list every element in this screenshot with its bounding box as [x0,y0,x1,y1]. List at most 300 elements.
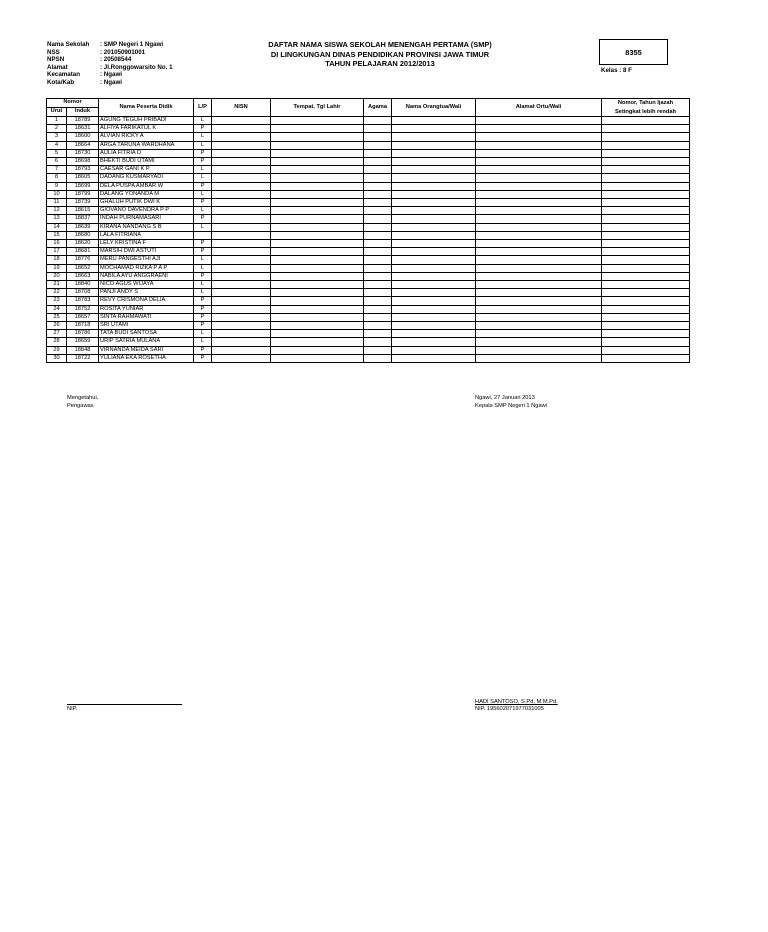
cell-ijazah [602,133,690,141]
cell-ttl [271,338,364,346]
cell-nama: MERU PANGESTHI AJI [99,256,194,264]
cell-nisn [212,215,271,223]
cell-urut: 21 [47,281,67,289]
cell-urut: 1 [47,117,67,125]
cell-urut: 8 [47,174,67,182]
cell-agama [364,215,392,223]
cell-alamat [476,149,602,157]
cell-urut: 27 [47,330,67,338]
cell-lp: P [194,240,212,248]
cell-induk: 18699 [67,182,99,190]
cell-urut: 23 [47,297,67,305]
cell-alamat [476,322,602,330]
cell-urut: 29 [47,346,67,354]
info-value: : Ngawi [100,78,123,86]
cell-ttl [271,215,364,223]
cell-ttl [271,158,364,166]
cell-ttl [271,199,364,207]
cell-ttl [271,330,364,338]
cell-alamat [476,248,602,256]
header-nama: Nama Peserta Didik [99,99,194,117]
cell-urut: 25 [47,313,67,321]
cell-ttl [271,231,364,239]
cell-ttl [271,305,364,313]
info-value: : SMP Negeri 1 Ngawi [100,41,164,48]
cell-agama [364,313,392,321]
cell-alamat [476,264,602,272]
cell-induk: 18663 [67,272,99,280]
cell-alamat [476,256,602,264]
header-ttl: Tempat, Tgl Lahir [271,99,364,117]
cell-lp: P [194,346,212,354]
info-label: Alamat [47,63,68,71]
document-title [255,40,505,69]
cell-nama: GIOVANO DAVENDRA P P [99,207,194,215]
cell-ttl [271,133,364,141]
cell-ttl [271,149,364,157]
cell-induk: 18681 [67,248,99,256]
cell-ttl [271,240,364,248]
cell-induk: 18739 [67,199,99,207]
cell-agama [364,223,392,231]
header-lp: L/P [194,99,212,117]
cell-induk: 18793 [67,166,99,174]
table-row [47,199,690,207]
info-label: NSS [47,48,60,56]
cell-nama: GHALUH PUTIK DWI K [99,199,194,207]
cell-ijazah [602,346,690,354]
cell-nama: DELA PUSPA AMBAR W [99,182,194,190]
cell-ijazah [602,190,690,198]
header-agama: Agama [364,99,392,117]
info-label: NPSN [47,56,65,64]
cell-nisn [212,346,271,354]
cell-alamat [476,158,602,166]
cell-ttl [271,166,364,174]
cell-urut: 12 [47,207,67,215]
cell-ortu [392,174,476,182]
cell-ijazah [602,174,690,182]
cell-ijazah [602,338,690,346]
cell-induk: 18652 [67,264,99,272]
class-label: Kelas : 8 F [601,67,632,74]
table-row [47,149,690,157]
cell-induk: 18718 [67,322,99,330]
signer-nip: NIP. 195602071977031005 [475,706,544,712]
cell-ijazah [602,207,690,215]
cell-alamat [476,125,602,133]
cell-ijazah [602,272,690,280]
cell-lp: P [194,322,212,330]
cell-urut: 5 [47,149,67,157]
table-row [47,281,690,289]
class-code: 8355 [625,47,642,57]
cell-induk: 18680 [67,231,99,239]
cell-alamat [476,231,602,239]
cell-nisn [212,199,271,207]
cell-agama [364,305,392,313]
cell-agama [364,158,392,166]
cell-nisn [212,223,271,231]
info-row [47,79,173,87]
cell-ijazah [602,297,690,305]
cell-induk: 18722 [67,354,99,362]
cell-induk: 18730 [67,149,99,157]
cell-nisn [212,182,271,190]
cell-alamat [476,240,602,248]
cell-alamat [476,346,602,354]
header-alamat: Alamat Ortu/Wali [476,99,602,117]
footer-left [67,395,98,410]
cell-induk: 18783 [67,297,99,305]
table-row [47,330,690,338]
cell-ijazah [602,289,690,297]
cell-lp: P [194,305,212,313]
info-row [47,64,173,72]
cell-nama: REVY CRISMONA DELIA [99,297,194,305]
cell-induk: 18799 [67,190,99,198]
cell-lp: L [194,174,212,182]
cell-ttl [271,281,364,289]
cell-ortu [392,117,476,125]
cell-alamat [476,207,602,215]
cell-urut: 17 [47,248,67,256]
cell-nisn [212,313,271,321]
cell-nama: URIP SATRIA MULANA [99,338,194,346]
cell-ttl [271,297,364,305]
cell-ortu [392,330,476,338]
table-row [47,141,690,149]
cell-agama [364,190,392,198]
cell-urut: 3 [47,133,67,141]
cell-urut: 24 [47,305,67,313]
cell-ortu [392,190,476,198]
cell-induk: 18789 [67,117,99,125]
cell-urut: 15 [47,231,67,239]
cell-lp: P [194,354,212,362]
cell-ortu [392,166,476,174]
cell-ttl [271,354,364,362]
cell-lp: L [194,133,212,141]
cell-nama: DALANG YONANDA M [99,190,194,198]
cell-lp: P [194,182,212,190]
table-row [47,174,690,182]
cell-ijazah [602,240,690,248]
cell-nama: MARSIH DWI ASTUTI [99,248,194,256]
cell-nama: MOCHAMAD RIZKA P A P [99,264,194,272]
cell-ortu [392,297,476,305]
table-row [47,158,690,166]
cell-nama: SINTA RAHMAWATI [99,313,194,321]
cell-nisn [212,338,271,346]
title-line-3: TAHUN PELAJARAN 2012/2013 [325,59,435,69]
table-row [47,133,690,141]
cell-ijazah [602,158,690,166]
cell-ortu [392,149,476,157]
cell-ortu [392,346,476,354]
cell-ijazah [602,141,690,149]
cell-lp: P [194,272,212,280]
cell-induk: 18620 [67,240,99,248]
cell-ijazah [602,281,690,289]
cell-ortu [392,338,476,346]
info-row [47,49,173,57]
cell-lp: P [194,297,212,305]
cell-lp: P [194,215,212,223]
cell-agama [364,231,392,239]
cell-urut: 18 [47,256,67,264]
cell-agama [364,346,392,354]
cell-agama [364,289,392,297]
cell-induk: 18786 [67,330,99,338]
cell-urut: 14 [47,223,67,231]
cell-induk: 18837 [67,215,99,223]
cell-urut: 30 [47,354,67,362]
table-row [47,166,690,174]
title-line-2: DI LINGKUNGAN DINAS PENDIDIKAN PROVINSI JAWA TIMUR [270,49,490,59]
cell-nisn [212,125,271,133]
table-row [47,223,690,231]
cell-lp: L [194,330,212,338]
cell-ijazah [602,354,690,362]
cell-ortu [392,199,476,207]
cell-nisn [212,256,271,264]
cell-induk: 18848 [67,346,99,354]
table-row [47,182,690,190]
cell-nama: ARGA TARUNA WARDHANA [99,141,194,149]
cell-nisn [212,117,271,125]
cell-ijazah [602,256,690,264]
cell-urut: 6 [47,158,67,166]
class-code-box [599,39,668,65]
cell-alamat [476,182,602,190]
table-row [47,346,690,354]
cell-nisn [212,289,271,297]
cell-ortu [392,322,476,330]
cell-ttl [271,207,364,215]
cell-agama [364,330,392,338]
cell-induk: 18664 [67,141,99,149]
cell-alamat [476,289,602,297]
cell-agama [364,133,392,141]
cell-ijazah [602,215,690,223]
cell-urut: 16 [47,240,67,248]
cell-nama: DADANG KUSMARYADI [99,174,194,182]
cell-induk: 18840 [67,281,99,289]
cell-ijazah [602,117,690,125]
info-label: Nama Sekolah [47,41,90,48]
cell-nama: AGUNG TEGUH PRIBADI [99,117,194,125]
table-row [47,322,690,330]
cell-ortu [392,231,476,239]
cell-alamat [476,313,602,321]
cell-agama [364,207,392,215]
cell-ortu [392,207,476,215]
cell-alamat [476,305,602,313]
cell-lp: L [194,256,212,264]
cell-induk: 18752 [67,305,99,313]
info-label: Kecamatan [47,71,81,79]
header-nomor: Nomor [47,99,99,108]
cell-nama: CAESAR GANI K P [99,166,194,174]
cell-alamat [476,190,602,198]
cell-induk: 18639 [67,223,99,231]
cell-nisn [212,281,271,289]
cell-nisn [212,322,271,330]
info-row [47,71,173,79]
cell-lp: L [194,223,212,231]
cell-ijazah [602,305,690,313]
cell-alamat [476,281,602,289]
cell-alamat [476,117,602,125]
cell-nama: ROSITA YUNIAR [99,305,194,313]
table-row [47,354,690,362]
cell-agama [364,281,392,289]
cell-nisn [212,297,271,305]
cell-agama [364,166,392,174]
cell-alamat [476,215,602,223]
cell-alamat [476,174,602,182]
cell-agama [364,322,392,330]
info-value: : Jl.Ronggowarsito No. 1 [100,63,173,71]
table-row [47,231,690,239]
cell-lp: L [194,117,212,125]
cell-nisn [212,207,271,215]
cell-nisn [212,354,271,362]
cell-ortu [392,240,476,248]
cell-lp: P [194,313,212,321]
cell-induk: 18615 [67,207,99,215]
cell-induk: 18631 [67,125,99,133]
cell-ttl [271,313,364,321]
cell-nisn [212,248,271,256]
info-value: : Ngawi [100,71,123,79]
cell-ortu [392,313,476,321]
cell-ttl [271,223,364,231]
cell-nama: PANJI ANDY S [99,289,194,297]
cell-lp: L [194,289,212,297]
cell-ijazah [602,125,690,133]
cell-nisn [212,190,271,198]
cell-ortu [392,281,476,289]
cell-ortu [392,158,476,166]
cell-agama [364,248,392,256]
cell-nisn [212,272,271,280]
cell-urut: 20 [47,272,67,280]
table-row [47,338,690,346]
cell-lp: L [194,264,212,272]
cell-urut: 10 [47,190,67,198]
cell-lp: P [194,158,212,166]
kepala-label: Kepala SMP Negeri 1 Ngawi [475,402,547,409]
mengetahui-label: Mengetahui, [67,395,99,401]
cell-urut: 28 [47,338,67,346]
cell-nisn [212,149,271,157]
cell-agama [364,199,392,207]
table-row [47,125,690,133]
cell-agama [364,149,392,157]
cell-nama: SRI UTAMI [99,322,194,330]
cell-nama: BHEKTI BUDI UTAMI [99,158,194,166]
cell-ttl [271,117,364,125]
pengawas-label: Pengawas [67,402,94,409]
cell-lp: L [194,281,212,289]
cell-ijazah [602,166,690,174]
table-row [47,289,690,297]
cell-ortu [392,354,476,362]
table-row [47,248,690,256]
cell-agama [364,338,392,346]
cell-induk: 18659 [67,338,99,346]
cell-lp [194,231,212,239]
cell-lp: P [194,248,212,256]
info-value: : 20508544 [100,56,132,64]
table-row [47,240,690,248]
table-row [47,190,690,198]
nip-left: NIP. [67,706,78,712]
cell-ttl [271,190,364,198]
cell-ttl [271,256,364,264]
cell-nama: NICO AGUS WIJAYA [99,281,194,289]
cell-ortu [392,248,476,256]
cell-ortu [392,133,476,141]
cell-alamat [476,338,602,346]
cell-agama [364,125,392,133]
cell-induk: 18600 [67,133,99,141]
cell-alamat [476,297,602,305]
cell-nisn [212,141,271,149]
cell-induk: 18708 [67,289,99,297]
cell-nisn [212,166,271,174]
cell-ttl [271,346,364,354]
cell-ortu [392,215,476,223]
cell-lp: L [194,141,212,149]
cell-nama: NABILA AYU ANGGRAENI [99,272,194,280]
table-row [47,305,690,313]
cell-alamat [476,223,602,231]
cell-lp: P [194,199,212,207]
cell-ttl [271,248,364,256]
header-induk: Induk [67,108,99,117]
cell-agama [364,141,392,149]
cell-agama [364,354,392,362]
cell-lp: L [194,207,212,215]
cell-ttl [271,289,364,297]
cell-nama: INDAH PURNAMASARI [99,215,194,223]
table-row [47,117,690,125]
cell-ijazah [602,149,690,157]
signature-line-left [67,704,182,705]
cell-lp: P [194,149,212,157]
cell-alamat [476,166,602,174]
cell-ttl [271,182,364,190]
cell-agama [364,256,392,264]
cell-ttl [271,264,364,272]
cell-nisn [212,330,271,338]
cell-nama: TATA BUDI SANTOSA [99,330,194,338]
cell-agama [364,272,392,280]
cell-nama: ALFIYA FARIKATUL K [99,125,194,133]
cell-ijazah [602,231,690,239]
school-info [47,41,173,87]
header-ijazah-line-2: Setingkat lebih rendah [615,108,676,115]
info-row [47,41,173,49]
cell-alamat [476,199,602,207]
cell-nama: LALA FITRIANA [99,231,194,239]
cell-induk: 18776 [67,256,99,264]
cell-ijazah [602,248,690,256]
cell-urut: 19 [47,264,67,272]
